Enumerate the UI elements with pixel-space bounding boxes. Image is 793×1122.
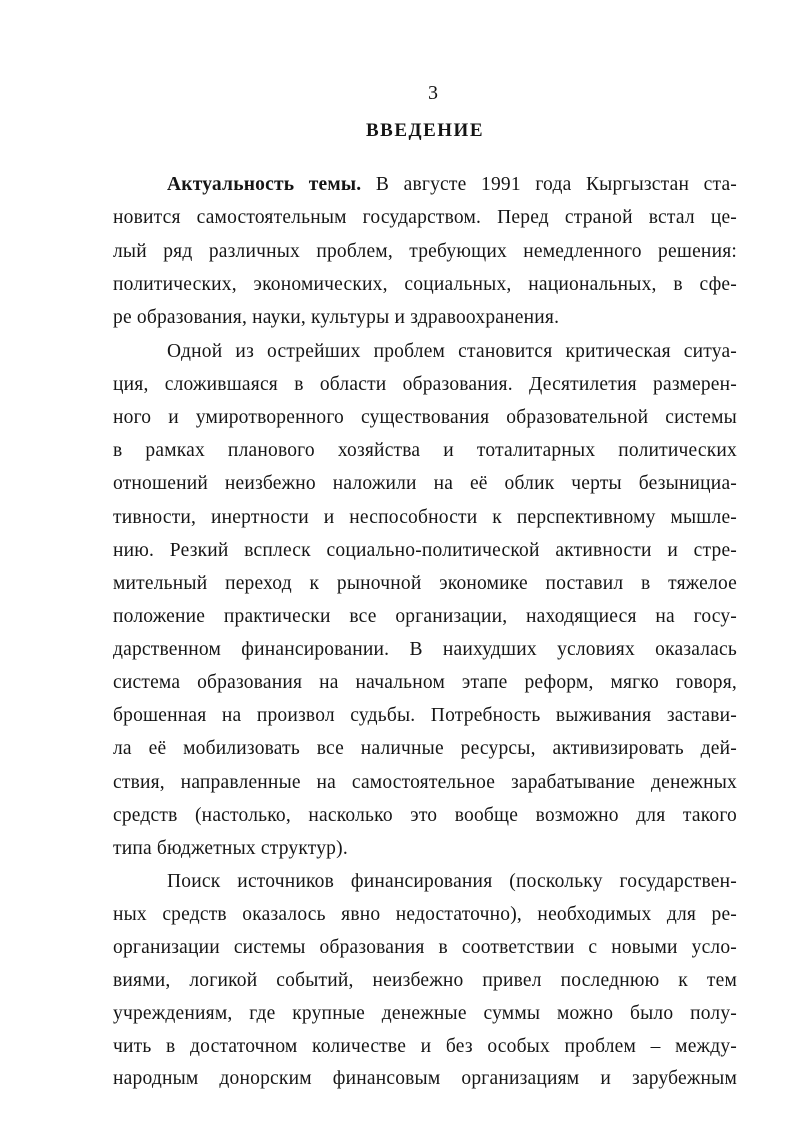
section-heading: ВВЕДЕНИЕ <box>366 120 484 141</box>
paragraph-line: организации системы образования в соответствии с новыми усло- <box>113 937 737 958</box>
paragraph-line: политических, экономических, социальных, национальных, в сфе- <box>113 274 737 295</box>
paragraph-line: Поиск источников финансирования (поскольку государствен- <box>167 871 737 892</box>
paragraph-line: чить в достаточном количестве и без особых проблем – между- <box>113 1036 737 1057</box>
paragraph-line: отношений неизбежно наложили на её облик черты безынициа- <box>113 473 737 494</box>
page-number: 3 <box>428 82 438 104</box>
paragraph-line: ла её мобилизовать все наличные ресурсы, активизировать дей- <box>113 738 737 759</box>
paragraph-line: нию. Резкий всплеск социально-политической активности и стре- <box>113 540 737 561</box>
paragraph-line: новится самостоятельным государством. Перед страной встал це- <box>113 207 737 228</box>
paragraph-line: мительный переход к рыночной экономике поставил в тяжелое <box>113 573 737 594</box>
paragraph-line: ного и умиротворенного существования образовательной системы <box>113 407 737 428</box>
paragraph-line: ре образования, науки, культуры и здравоохранения. <box>113 307 560 328</box>
paragraph-line: средств (настолько, насколько это вообще возможно для такого <box>113 805 737 826</box>
paragraph-line: дарственном финансировании. В наихудших условиях оказалась <box>113 639 737 660</box>
paragraph-line: ция, сложившаяся в области образования. Десятилетия размерен- <box>113 374 737 395</box>
paragraph-line: народным донорским финансовым организациям и зарубежным <box>113 1068 737 1089</box>
paragraph-line: типа бюджетных структур). <box>113 838 348 859</box>
topic-relevance-label: Актуальность темы. <box>167 174 362 195</box>
paragraph-line: лый ряд различных проблем, требующих немедленного решения: <box>113 241 737 262</box>
paragraph-line: ствия, направленные на самостоятельное зарабатывание денежных <box>113 772 737 793</box>
paragraph-line: учреждениям, где крупные денежные суммы можно было полу- <box>113 1003 737 1024</box>
paragraph-line: виями, логикой событий, неизбежно привел последнюю к тем <box>113 970 737 991</box>
paragraph-line <box>167 172 737 198</box>
paragraph-line: Одной из острейших проблем становится критическая ситуа- <box>167 341 737 362</box>
paragraph-line: брошенная на произвол судьбы. Потребность выживания застави- <box>113 705 737 726</box>
paragraph-line: система образования на начальном этапе реформ, мягко говоря, <box>113 672 737 693</box>
paragraph-line: тивности, инертности и неспособности к перспективному мышле- <box>113 507 737 528</box>
paragraph-line: положение практически все организации, находящиеся на госу- <box>113 606 737 627</box>
paragraph-line: ных средств оказалось явно недостаточно), необходимых для ре- <box>113 904 737 925</box>
paragraph-line: в рамках планового хозяйства и тоталитарных политических <box>113 440 737 461</box>
line-text: В августе 1991 года Кыргызстан ста- <box>361 174 738 195</box>
